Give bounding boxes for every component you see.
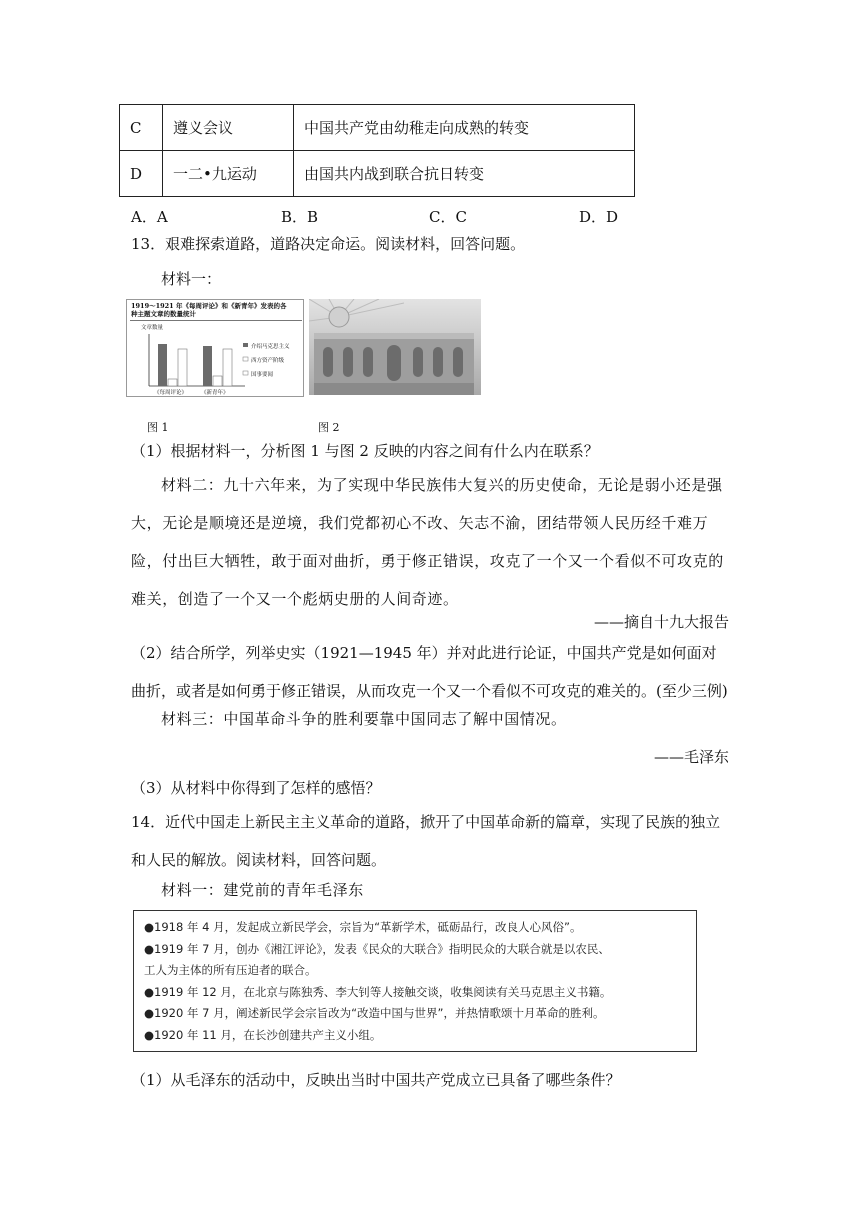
box-line: ●1920 年 7 月，阐述新民学会宗旨改为“改造中国与世界”，并热情歌颂十月革命的胜利。 (144, 1006, 605, 1020)
figure-1-chart (126, 299, 304, 397)
q14-question-1: （1）从毛泽东的活动中，反映出当时中国共产党成立已具备了哪些条件？ (131, 1071, 621, 1089)
q13-title: 13．艰难探索道路，道路决定命运。阅读材料，回答问题。 (131, 235, 526, 253)
x-tick-youth: 《新青年》 (201, 390, 229, 396)
row-event: 一二•九运动 (163, 151, 294, 197)
row-event: 遵义会议 (163, 105, 294, 151)
q13-question-3: （3）从材料中你得到了怎样的感悟？ (131, 779, 381, 797)
legend-swatch-western (243, 357, 248, 361)
box-line: ●1919 年 12 月，在北京与陈独秀、李大钊等人接触交谈，收集阅读有关马克思主义书籍。 (144, 984, 612, 999)
legend-news: 国事要闻 (251, 372, 274, 378)
box-line: ●1918 年 4 月，发起成立新民学会，宗旨为“革新学术，砥砺品行，改良人心风俗”。 (144, 920, 582, 934)
bar-weekly-western (168, 379, 177, 386)
bar-weekly-marxism (158, 344, 167, 386)
material-box (133, 910, 697, 1052)
box-line: ●1920 年 11 月，在长沙创建共产主义小组。 (144, 1027, 382, 1042)
q13-material2: 材料二：九十六年来，为了实现中华民族伟大复兴的历史使命，无论是弱小还是强大，无论是顺境还是逆境，我们党都初心不改、矢志不渝，团结带领人民历经千难万险，付出巨大牺牲，敢于面对曲折，勇于修正错误，攻克了一个又一个看似不可攻克的难关，创造了一个又一个彪炳史册的人间奇迹。 (131, 476, 724, 608)
relief-illustration (309, 299, 481, 395)
bar-youth-news (223, 349, 232, 386)
q13-question-1: （1）根据材料一，分析图 1 与图 2 反映的内容之间有什么内在联系？ (131, 442, 599, 460)
bar-weekly-news (178, 349, 187, 386)
choice-a[interactable]: A．A (131, 208, 168, 226)
legend-marxism: 介绍马克思主义 (251, 344, 290, 350)
x-tick-weekly: 《每周评论》 (154, 390, 188, 396)
row-meaning: 由国共内战到联合抗日转变 (294, 151, 635, 197)
q13-question-2: （2）结合所学，列举史实（1921—1945 年）并对此进行论证，中国共产党是如何面对曲折，或者是如何勇于修正错误，从而攻克一个又一个看似不可攻克的难关的。(至少三例) (131, 644, 728, 700)
choice-d[interactable]: D．D (579, 208, 619, 226)
options-table (119, 104, 635, 197)
legend-swatch-news (243, 371, 248, 375)
bar-youth-marxism (203, 346, 212, 386)
row-letter: D (120, 151, 163, 197)
choice-c[interactable]: C．C (429, 208, 467, 226)
chart-ylabel: 文章数量 (141, 325, 164, 331)
figure-2-caption: 图 2 (318, 421, 340, 434)
choice-b[interactable]: B．B (281, 208, 319, 226)
figure-1-caption: 图 1 (147, 421, 169, 434)
figure-2-relief-image (309, 299, 481, 395)
legend-swatch-marxism (243, 343, 248, 347)
box-line: ●1919 年 7 月，创办《湘江评论》，发表《民众的大联合》指明民众的大联合就是以农民、 (144, 941, 610, 956)
q13-material1-label: 材料一： (161, 270, 222, 288)
row-letter: C (120, 105, 163, 151)
box-line: 工人为主体的所有压迫者的联合。 (144, 963, 317, 977)
legend-western: 西方资产阶级 (251, 358, 285, 364)
chart-title: 1919～1921 年《每周评论》和《新青年》发表的各种主题文章的数量统计 (131, 302, 287, 318)
q14-material1-label: 材料一：建党前的青年毛泽东 (161, 881, 364, 899)
table-row (120, 105, 635, 151)
bar-youth-western (213, 376, 222, 386)
q13-source-2: ——摘自十九大报告 (593, 613, 729, 631)
q14-title: 14．近代中国走上新民主主义革命的道路，掀开了中国革命新的篇章，实现了民族的独立和人民的解放。阅读材料，回答问题。 (131, 813, 721, 869)
table-row (120, 151, 635, 197)
q13-material3: 材料三：中国革命斗争的胜利要靠中国同志了解中国情况。 (161, 710, 567, 728)
row-meaning: 中国共产党由幼稚走向成熟的转变 (294, 105, 635, 151)
q13-source-3: ——毛泽东 (653, 748, 729, 766)
